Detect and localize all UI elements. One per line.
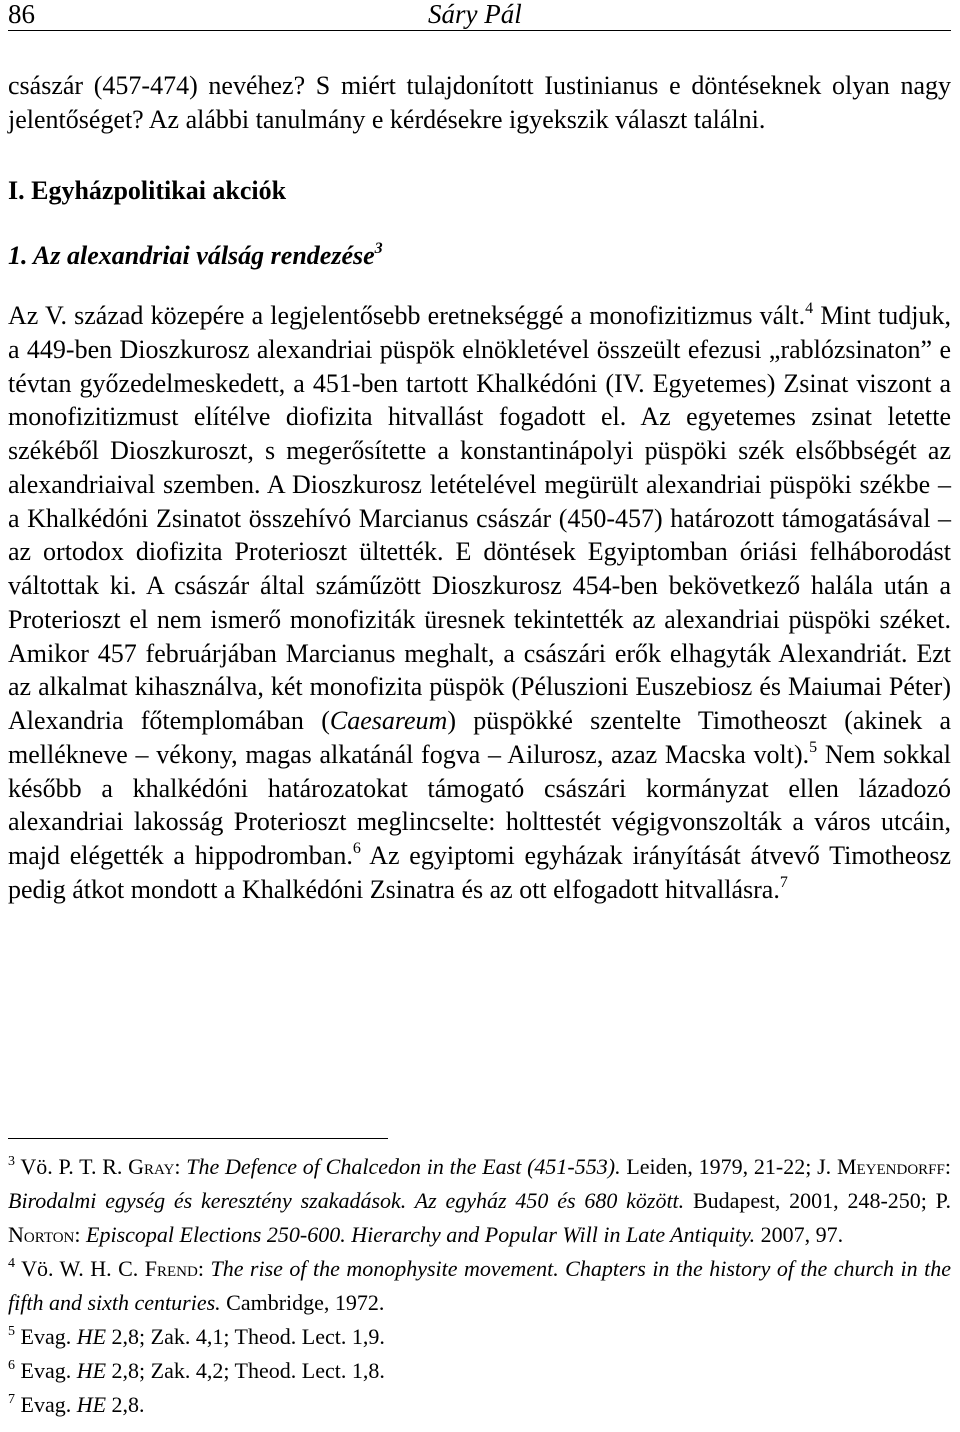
footnote-text: Vö. P. T. R.: [15, 1154, 129, 1179]
footnote-text: :: [174, 1154, 187, 1179]
footnote-ref-4: 4: [805, 300, 814, 317]
footnote-text: :: [944, 1154, 951, 1179]
source-abbrev: HE: [76, 1324, 107, 1349]
footnote-number: 5: [8, 1324, 15, 1339]
author-name: Meyendorff: [836, 1154, 945, 1179]
footnote-number: 3: [8, 1154, 15, 1169]
footnote-7: [8, 1388, 951, 1422]
footnote-ref-7: 7: [779, 873, 788, 891]
work-title: The Defence of Chalcedon in the East (451-553).: [186, 1154, 621, 1179]
footnote-6: [8, 1354, 951, 1388]
footnote-3: [8, 1150, 951, 1252]
footnote-number: 6: [8, 1358, 15, 1373]
footnote-text: Evag.: [15, 1392, 77, 1417]
body-text: [8, 69, 952, 904]
running-head-author: Sáry Pál: [428, 0, 522, 29]
paragraph-text-5: Az egyiptomi egyházak irányítását átvevő Timotheosz pedig átkot mondott a Khalkédóni Zsinatra és az ott elfogadott hitvallásra.: [8, 841, 951, 904]
page-header: [8, 0, 951, 31]
footnote-text: Vö. W. H. C.: [15, 1256, 145, 1281]
footnote-ref-5: 5: [809, 738, 818, 756]
author-name: Gray: [128, 1154, 175, 1179]
section-heading: I. Egyházpolitikai akciók: [8, 176, 287, 205]
author-name: Frend: [144, 1256, 198, 1281]
footnote-text: Budapest, 2001, 248-250; P.: [684, 1188, 951, 1213]
page-number: 86: [8, 0, 35, 29]
footnote-text: Evag.: [15, 1324, 77, 1349]
footnote-text: Cambridge, 1972.: [220, 1290, 385, 1315]
footnote-number: 4: [8, 1256, 15, 1271]
paragraph-text-1: Az V. század közepére a legjelentősebb eretnekséggé a monofizitizmus vált.: [8, 301, 806, 330]
work-title: The rise of the monophysite movement. Chapters in the history of the church in the fifth and sixth centuries.: [8, 1256, 951, 1315]
footnote-text: 2,8; Zak. 4,2; Theod. Lect. 1,8.: [106, 1358, 385, 1383]
main-paragraph: [8, 299, 951, 907]
footnote-number: 7: [8, 1392, 15, 1407]
footnotes: [8, 1150, 951, 1422]
footnote-separator: [8, 1138, 388, 1139]
caesareum-term: Caesareum: [329, 706, 448, 735]
footnote-ref-6: 6: [352, 840, 361, 857]
subsection-heading: [8, 239, 383, 273]
source-abbrev: HE: [76, 1358, 107, 1383]
author-name: Norton: [8, 1222, 75, 1247]
footnote-text: 2,8; Zak. 4,1; Theod. Lect. 1,9.: [106, 1324, 385, 1349]
work-title: Episcopal Elections 250-600. Hierarchy and Popular Will in Late Antiquity.: [86, 1222, 756, 1247]
paragraph-text-4: Nem sokkal később a khalkédóni határozatokat támogató császári kormányzat ellen lázadozó alexandriai lakosság Proterioszt meglincselte: holttestét végigvonszolták a város utcáin, majd elégették a hippodromban.: [8, 739, 951, 870]
paragraph-text-3: ) püspökké szentelte Timotheoszt (akinek a mellékneve – vékony, magas alkatánál fogva – Ailurosz, azaz Macska volt).: [8, 706, 951, 769]
footnote-text: :: [197, 1256, 211, 1281]
lead-paragraph: császár (457-474) nevéhez? S miért tulajdonított Iustinianus e döntéseknek olyan nagy jelentőséget? Az alábbi tanulmány e kérdésekre igyekszik választ találni.: [8, 71, 951, 134]
footnote-text: Leiden, 1979, 21-22; J.: [620, 1154, 837, 1179]
footnote-4: [8, 1252, 951, 1320]
work-title: Birodalmi egység és keresztény szakadások. Az egyház 450 és 680 között.: [8, 1188, 685, 1213]
footnote-ref-3: 3: [374, 240, 383, 257]
footnote-text: 2,8.: [106, 1392, 145, 1417]
footnote-text: Evag.: [15, 1358, 77, 1383]
footnote-5: [8, 1320, 951, 1354]
paragraph-text-2: Mint tudjuk, a 449-ben Dioszkurosz alexandriai püspök elnökletével összeült efezusi „rablózsinaton” e tévtan győzedelmeskedett, a 451-ben tartott Khalkédóni (IV. Egyetemes) Zsinat viszont a monofizitizmust elítélve diofizita hitvallást fogadott el. Az egyetemes zsinat letette székéből Dioszkuroszt, s megerősítette a konstantinápolyi püspöki szék elsőbbségét az alexandriaival szemben. A Dioszkurosz letételével megürült alexandriai püspöki székbe – a Khalkédóni Zsinatot összehívó Marcianus császár (450-457) határozott támogatásával – az ortodox diofizita Proterioszt ültették. E döntések Egyiptomban óriási felháborodást váltottak ki. A császár által száműzött Dioszkurosz 454-ben bekövetkező halála után a Proterioszt el nem ismerő monofiziták üresnek tekintették az alexandriai püspöki széket. Amikor 457 februárjában Marcianus meghalt, a császári erők elhagyták Alexandriát. Ezt az alkalmat kihasználva, két monofizita püspök (Péluszioni Euszebiosz és Maiumai Péter) Alexandria főtemplomában (: [8, 301, 952, 735]
source-abbrev: HE: [76, 1392, 107, 1417]
subsection-heading-text: 1. Az alexandriai válság rendezése: [8, 241, 375, 270]
footnote-text: 2007, 97.: [755, 1222, 844, 1247]
footnote-text: :: [74, 1222, 87, 1247]
